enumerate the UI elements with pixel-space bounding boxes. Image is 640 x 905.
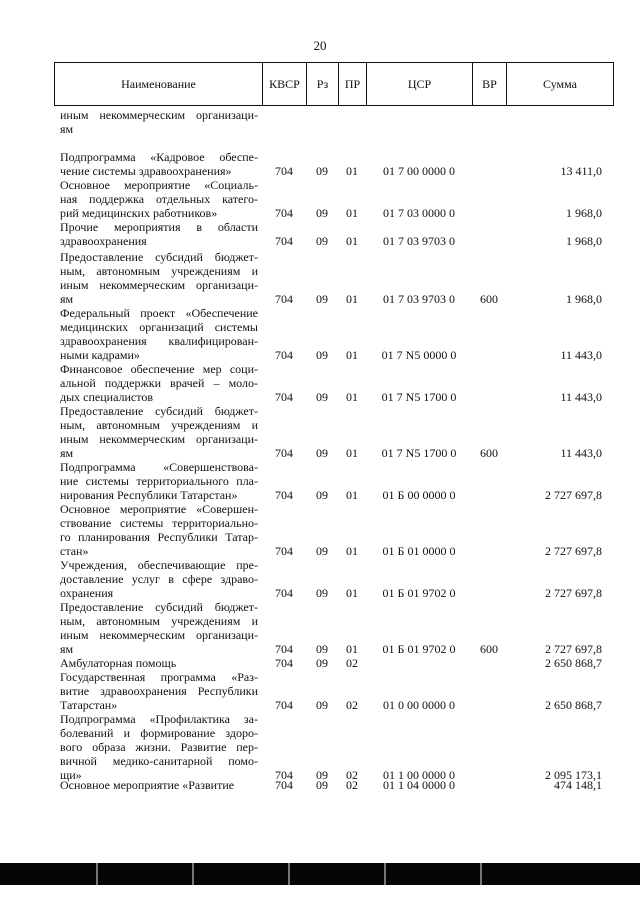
row-description-line: вого образа жизни. Развитие пер- <box>60 740 258 754</box>
row-pr: 01 <box>346 390 358 404</box>
row-rz: 09 <box>316 446 328 460</box>
row-description-line: иным некоммерческим организаци- <box>60 628 258 642</box>
row-vr: 600 <box>480 642 498 656</box>
row-description-line: доставление услуг в сфере здраво- <box>60 572 258 586</box>
row-description-line: ям <box>60 292 74 306</box>
row-description-line: рий медицинских работников» <box>60 206 218 220</box>
row-description-line: Татарстан» <box>60 698 118 712</box>
header-vr: ВР <box>473 63 507 105</box>
row-description <box>60 778 258 792</box>
row-description <box>60 108 258 136</box>
row-description <box>60 250 258 306</box>
row-pr: 01 <box>346 488 358 502</box>
row-pr: 01 <box>346 642 358 656</box>
row-pr: 01 <box>346 348 358 362</box>
row-sum: 1 968,0 <box>566 234 602 248</box>
row-description-line: Основное мероприятие «Развитие <box>60 778 235 792</box>
row-description-line: здравоохранения <box>60 234 147 248</box>
row-kvsr: 704 <box>275 348 293 362</box>
row-sum: 2 727 697,8 <box>545 488 602 502</box>
row-description <box>60 656 258 670</box>
row-pr: 01 <box>346 206 358 220</box>
row-csr: 01 7 03 0000 0 <box>383 206 455 220</box>
row-description-line: го планирования Республики Татар- <box>60 530 258 544</box>
row-rz: 09 <box>316 778 328 792</box>
row-rz: 09 <box>316 292 328 306</box>
row-sum: 11 443,0 <box>560 446 602 460</box>
row-description-line: Предоставление субсидий бюджет- <box>60 404 258 418</box>
row-rz: 09 <box>316 164 328 178</box>
row-kvsr: 704 <box>275 488 293 502</box>
row-kvsr: 704 <box>275 642 293 656</box>
row-description-line: ям <box>60 642 74 656</box>
row-description-line: вичной медико-санитарной помо- <box>60 754 258 768</box>
row-description-line: ная поддержка отдельных катего- <box>60 192 258 206</box>
row-description <box>60 306 258 362</box>
row-sum: 11 443,0 <box>560 348 602 362</box>
header-pr: ПР <box>339 63 367 105</box>
row-vr: 600 <box>480 446 498 460</box>
row-pr: 01 <box>346 234 358 248</box>
row-csr: 01 0 00 0000 0 <box>383 698 455 712</box>
row-description <box>60 558 258 600</box>
row-description-line: Прочие мероприятия в области <box>60 220 258 234</box>
row-description-line: иным некоммерческим организаци- <box>60 108 258 122</box>
row-kvsr: 704 <box>275 164 293 178</box>
row-rz: 09 <box>316 656 328 670</box>
row-kvsr: 704 <box>275 586 293 600</box>
row-description-line: Финансовое обеспечение мер соци- <box>60 362 258 376</box>
row-sum: 2 650 868,7 <box>545 656 602 670</box>
row-csr: 01 1 04 0000 0 <box>383 778 455 792</box>
row-sum: 2 095 173,1 <box>545 768 602 782</box>
row-csr: 01 1 00 0000 0 <box>383 768 455 782</box>
row-description-line: Основное мероприятие «Совершен- <box>60 502 258 516</box>
page-number: 20 <box>313 38 327 53</box>
row-kvsr: 704 <box>275 656 293 670</box>
row-description-line: щи» <box>60 768 82 782</box>
row-csr: 01 7 N5 1700 0 <box>381 390 457 404</box>
row-description-line: ным, автономным учреждениям и <box>60 614 258 628</box>
row-description-line: иным некоммерческим организаци- <box>60 278 258 292</box>
row-pr: 02 <box>346 656 358 670</box>
row-description-line: ние системы территориального пла- <box>60 474 258 488</box>
row-csr: 01 7 03 9703 0 <box>383 234 455 248</box>
row-description <box>60 178 258 220</box>
row-kvsr: 704 <box>275 446 293 460</box>
row-rz: 09 <box>316 768 328 782</box>
row-description-line: Учреждения, обеспечивающие пре- <box>60 558 258 572</box>
row-description-line: Подпрограмма «Совершенствова- <box>60 460 258 474</box>
row-vr: 600 <box>480 292 498 306</box>
row-description <box>60 220 258 248</box>
row-description-line: охранения <box>60 586 114 600</box>
row-pr: 02 <box>346 698 358 712</box>
row-rz: 09 <box>316 488 328 502</box>
row-kvsr: 704 <box>275 292 293 306</box>
row-description-line: ным, автономным учреждениям и <box>60 264 258 278</box>
row-rz: 09 <box>316 586 328 600</box>
row-description-line: Амбулаторная помощь <box>60 656 177 670</box>
row-rz: 09 <box>316 348 328 362</box>
row-sum: 1 968,0 <box>566 292 602 306</box>
header-kvsr: КВСР <box>263 63 307 105</box>
row-sum: 13 411,0 <box>560 164 602 178</box>
header-csr: ЦСР <box>367 63 473 105</box>
scan-footer-bar <box>0 863 640 885</box>
row-sum: 2 727 697,8 <box>545 544 602 558</box>
row-description-line: стан» <box>60 544 89 558</box>
row-sum: 2 727 697,8 <box>545 642 602 656</box>
row-pr: 02 <box>346 778 358 792</box>
row-pr: 01 <box>346 544 358 558</box>
row-pr: 01 <box>346 446 358 460</box>
row-sum: 11 443,0 <box>560 390 602 404</box>
row-description <box>60 460 258 502</box>
row-rz: 09 <box>316 234 328 248</box>
header-name: Наименование <box>55 63 263 105</box>
row-csr: 01 Б 01 9702 0 <box>382 642 456 656</box>
row-kvsr: 704 <box>275 698 293 712</box>
row-rz: 09 <box>316 390 328 404</box>
row-description-line: нирования Республики Татарстан» <box>60 488 238 502</box>
row-description-line: витие здравоохранения Республики <box>60 684 258 698</box>
row-description-line: здравоохранения квалифицирован- <box>60 334 258 348</box>
row-pr: 02 <box>346 768 358 782</box>
row-description <box>60 670 258 712</box>
row-kvsr: 704 <box>275 778 293 792</box>
row-description <box>60 362 258 404</box>
header-rz: Рз <box>307 63 339 105</box>
row-description-line: Предоставление субсидий бюджет- <box>60 600 258 614</box>
row-kvsr: 704 <box>275 768 293 782</box>
row-sum: 2 650 868,7 <box>545 698 602 712</box>
row-csr: 01 Б 00 0000 0 <box>382 488 456 502</box>
row-description-line: Подпрограмма «Кадровое обеспе- <box>60 150 258 164</box>
row-description <box>60 712 258 782</box>
row-csr: 01 7 00 0000 0 <box>383 164 455 178</box>
row-kvsr: 704 <box>275 234 293 248</box>
row-pr: 01 <box>346 586 358 600</box>
row-description <box>60 150 258 178</box>
row-description-line: Государственная программа «Раз- <box>60 670 258 684</box>
row-description-line: дых специалистов <box>60 390 154 404</box>
row-sum: 1 968,0 <box>566 206 602 220</box>
row-pr: 01 <box>346 292 358 306</box>
row-description-line: альной поддержки врачей – моло- <box>60 376 258 390</box>
row-description <box>60 600 258 656</box>
row-kvsr: 704 <box>275 390 293 404</box>
row-kvsr: 704 <box>275 206 293 220</box>
header-sum: Сумма <box>543 77 577 91</box>
row-description-line: болеваний и формирование здоро- <box>60 726 258 740</box>
row-rz: 09 <box>316 206 328 220</box>
row-rz: 09 <box>316 544 328 558</box>
row-description <box>60 502 258 558</box>
row-description-line: Федеральный проект «Обеспечение <box>60 306 258 320</box>
row-csr: 01 7 N5 0000 0 <box>381 348 457 362</box>
row-description-line: Основное мероприятие «Социаль- <box>60 178 258 192</box>
row-description-line: ными кадрами» <box>60 348 140 362</box>
row-description-line: ным, автономным учреждениям и <box>60 418 258 432</box>
row-description-line: медицинских организаций системы <box>60 320 258 334</box>
row-csr: 01 7 N5 1700 0 <box>381 446 457 460</box>
row-rz: 09 <box>316 698 328 712</box>
row-description-line: иным некоммерческим организаци- <box>60 432 258 446</box>
row-rz: 09 <box>316 642 328 656</box>
row-sum: 2 727 697,8 <box>545 586 602 600</box>
row-description-line: ям <box>60 446 74 460</box>
row-description-line: ствование системы территориально- <box>60 516 258 530</box>
row-description-line: Подпрограмма «Профилактика за- <box>60 712 258 726</box>
row-description-line: чение системы здравоохранения» <box>60 164 232 178</box>
row-csr: 01 Б 01 0000 0 <box>382 544 456 558</box>
row-csr: 01 Б 01 9702 0 <box>382 586 456 600</box>
row-description <box>60 404 258 460</box>
row-description-line: ям <box>60 122 74 136</box>
row-pr: 01 <box>346 164 358 178</box>
row-description-line: Предоставление субсидий бюджет- <box>60 250 258 264</box>
table-header <box>54 62 614 106</box>
row-csr: 01 7 03 9703 0 <box>383 292 455 306</box>
row-sum: 474 148,1 <box>554 778 602 792</box>
row-kvsr: 704 <box>275 544 293 558</box>
